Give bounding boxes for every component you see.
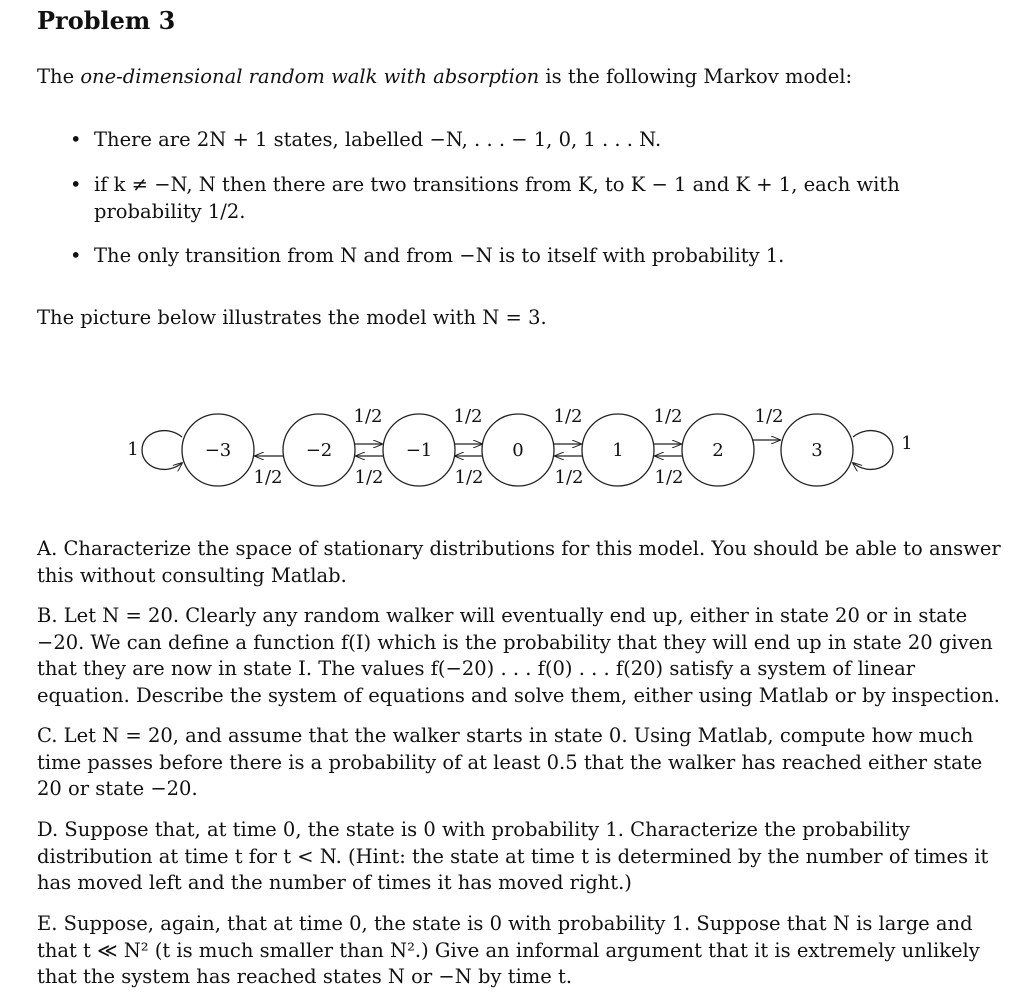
problem-title: Problem 3 bbox=[37, 6, 176, 35]
prob-label-right: 1/2 bbox=[453, 406, 483, 427]
state-label: −3 bbox=[204, 440, 232, 461]
part-d: D. Suppose that, at time 0, the state is 0 with probability 1. Characterize the probability distribution at time t for t < N. (Hint: the state at time t is determined by the number of times it has moved left and the number of times it has moved right.) bbox=[37, 818, 989, 894]
markov-chain-diagram bbox=[0, 396, 1024, 506]
self-loop-label: 1 bbox=[901, 433, 913, 454]
intro-paragraph: The one-dimensional random walk with absorption is the following Markov model: bbox=[37, 65, 853, 88]
prob-label-left: 1/2 bbox=[654, 467, 684, 488]
state-label: 3 bbox=[811, 440, 823, 461]
part-c: C. Let N = 20, and assume that the walker starts in state 0. Using Matlab, compute how much time passes before there is a probability of at least 0.5 that the walker has reached either state 20 or state −20. bbox=[37, 724, 983, 800]
picture-caption: The picture below illustrates the model with N = 3. bbox=[37, 306, 547, 329]
prob-label-left: 1/2 bbox=[554, 467, 584, 488]
prob-label-right: 1/2 bbox=[754, 406, 784, 427]
state-label: −1 bbox=[405, 440, 433, 461]
state-label: 1 bbox=[612, 440, 624, 461]
self-loop-left bbox=[142, 431, 182, 470]
state-label: 0 bbox=[512, 440, 524, 461]
prob-label-left: 1/2 bbox=[354, 467, 384, 488]
self-loop-right bbox=[853, 431, 893, 470]
part-e: E. Suppose, again, that at time 0, the state is 0 with probability 1. Suppose that N is large and that t ≪ N² (t is much smaller than N².) Give an informal argument that it is extremely unlikely that the system has reached states N or −N by time t. bbox=[37, 912, 980, 988]
prob-label-right: 1/2 bbox=[553, 406, 583, 427]
state-label: 2 bbox=[712, 440, 724, 461]
prob-label-right: 1/2 bbox=[353, 406, 383, 427]
prob-label-left: 1/2 bbox=[253, 467, 283, 488]
part-b: B. Let N = 20. Clearly any random walker will eventually end up, either in state 20 or in state −20. We can define a function f(I) which is the probability that they will end up in state 20 given that they are now in state I. The values f(−20) . . . f(0) . . . f(20) satisfy a system of linear equation. Describe the system of equations and solve them, either using Matlab or by inspection. bbox=[37, 604, 1000, 707]
state-label: −2 bbox=[305, 440, 333, 461]
prob-label-left: 1/2 bbox=[454, 467, 484, 488]
prob-label-right: 1/2 bbox=[653, 406, 683, 427]
self-loop-label: 1 bbox=[127, 439, 139, 460]
part-a: A. Characterize the space of stationary distributions for this model. You should be able to answer this without consulting Matlab. bbox=[37, 537, 1001, 587]
